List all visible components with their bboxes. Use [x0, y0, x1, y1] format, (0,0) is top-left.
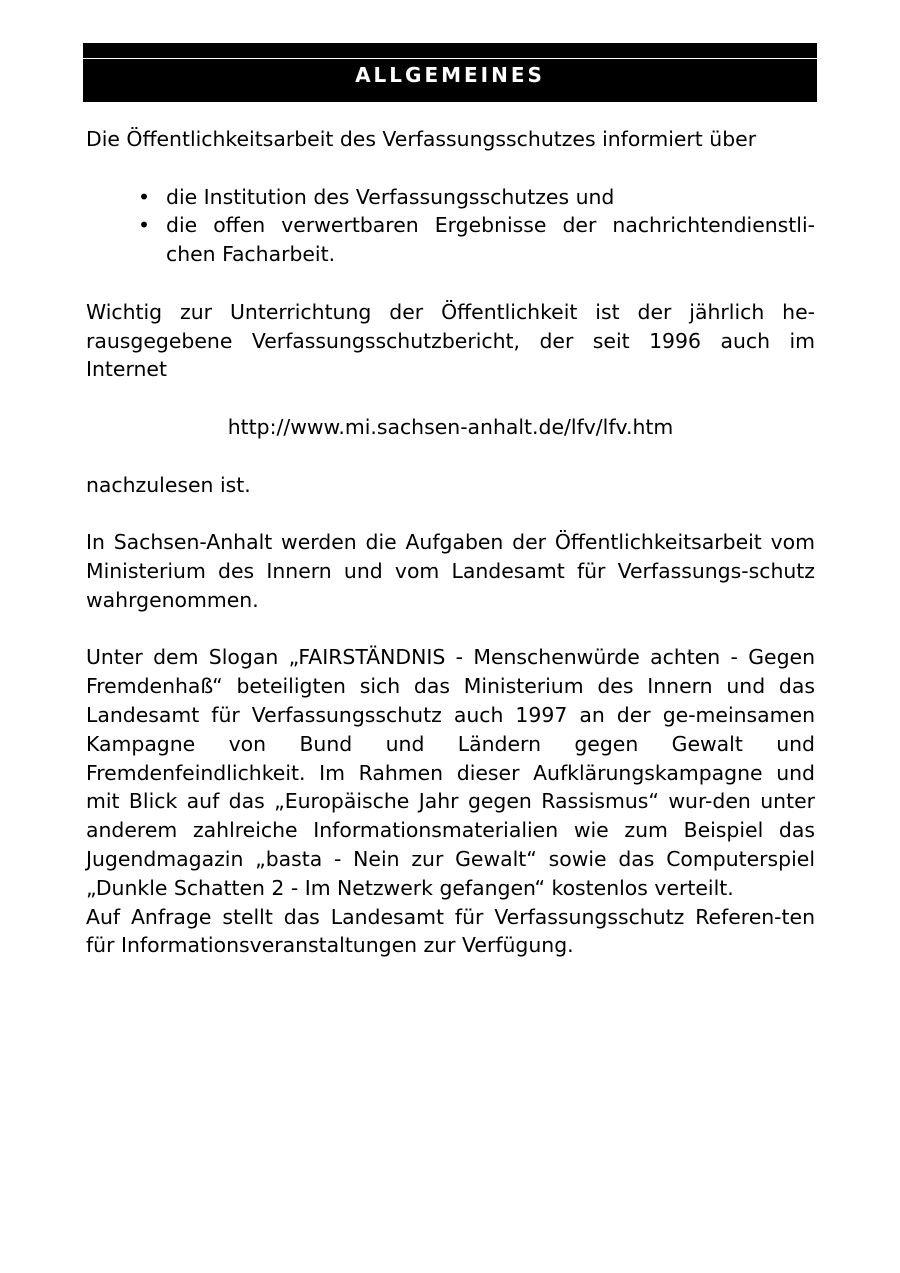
section-title: ALLGEMEINES: [355, 63, 545, 87]
tasks-paragraph: In Sachsen-Anhalt werden die Aufgaben der Öffentlichkeitsarbeit vom Ministerium des Innern und vom Landesamt für Verfassungs-schutz wahrgenommen.: [86, 530, 815, 612]
campaign-paragraph: Unter dem Slogan „FAIRSTÄNDNIS - Menschenwürde achten - Gegen Fremdenhaß“ beteiligten sich das Ministerium des Innern und das Landesamt für Verfassungsschutz auch 1997 an der ge-meinsamen Kampagne von Bund und Ländern gegen Gewalt und Fremdenfeindlichkeit. Im Rahmen dieser Aufklärungskampagne und mit Blick auf das „Europäische Jahr gegen Rassismus“ wur-den unter anderem zahlreiche Informationsmaterialien wie zum Beispiel das Jugendmagazin „basta - Nein zur Gewalt“ sowie das Computerspiel „Dunkle Schatten 2 - Im Netzwerk gefangen“ kostenlos verteilt.: [86, 645, 815, 900]
header-divider: [83, 58, 817, 59]
website-url[interactable]: http://www.mi.sachsen-anhalt.de/lfv/lfv.htm: [227, 414, 674, 439]
document-body: [86, 125, 815, 960]
speakers-paragraph: Auf Anfrage stellt das Landesamt für Verfassungsschutz Referen-ten für Informationsveranstaltungen zur Verfügung.: [86, 904, 815, 958]
list-item: [86, 183, 815, 212]
read-paragraph: nachzulesen ist.: [86, 472, 251, 497]
bullet-icon: •: [138, 213, 151, 238]
section-header: [83, 43, 817, 102]
report-paragraph: Wichtig zur Unterrichtung der Öffentlichkeit ist der jährlich he-rausgegebene Verfassungsschutzbericht, der seit 1996 auch im Internet: [86, 299, 815, 382]
list-item-text: die offen verwertbaren Ergebnisse der nachrichtendienstli-chen Facharbeit.: [166, 213, 815, 267]
intro-paragraph: Die Öffentlichkeitsarbeit des Verfassungsschutzes informiert über: [86, 127, 757, 151]
list-item-text: die Institution des Verfassungsschutzes und: [166, 184, 615, 209]
list-item: [86, 211, 815, 269]
bullet-icon: •: [138, 184, 151, 209]
bullet-list: [86, 183, 815, 269]
